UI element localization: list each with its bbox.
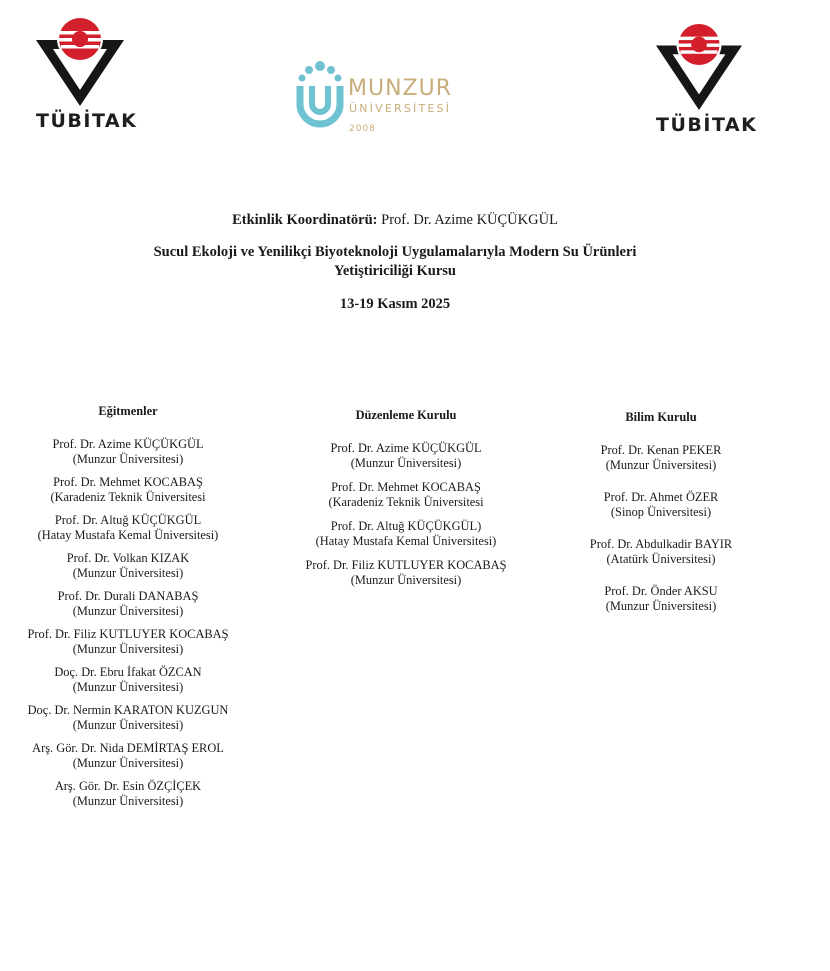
organizing-committee-column: [285, 408, 527, 597]
person-affiliation: (Munzur Üniversitesi): [72, 642, 184, 656]
person-name: Prof. Dr. Filiz KUTLUYER KOCABAŞ: [305, 557, 507, 572]
instructors-column: [6, 404, 250, 817]
tubitak-logo-right: [656, 20, 758, 138]
person-name: Arş. Gör. Dr. Esin ÖZÇİÇEK: [54, 778, 202, 793]
person-entry: [285, 441, 527, 472]
person-affiliation: (Munzur Üniversitesi): [605, 599, 717, 613]
person-entry: [285, 519, 527, 550]
person-name: Prof. Dr. Mehmet KOCABAŞ: [331, 479, 481, 494]
coordinator-label: Etkinlik Koordinatörü:: [232, 212, 378, 228]
person-affiliation: (Hatay Mustafa Kemal Üniversitesi): [37, 528, 219, 542]
person-entry: [6, 589, 250, 620]
event-coordinator-line: [0, 212, 790, 229]
munzur-wordmark: MUNZUR: [348, 76, 453, 101]
person-affiliation: (Atatürk Üniversitesi): [606, 552, 716, 566]
person-name: Prof. Dr. Mehmet KOCABAŞ: [53, 474, 203, 489]
person-affiliation: (Munzur Üniversitesi): [72, 604, 184, 618]
person-entry: [6, 779, 250, 810]
course-title-line: Yetiştiriciliği Kursu: [333, 263, 457, 279]
munzur-university-logo: [294, 58, 464, 140]
column-title: Eğitmenler: [98, 404, 158, 418]
person-affiliation: (Munzur Üniversitesi): [350, 573, 462, 587]
person-name: Doç. Dr. Ebru İfakat ÖZCAN: [54, 664, 202, 679]
person-affiliation: (Munzur Üniversitesi): [72, 718, 184, 732]
person-name: Prof. Dr. Durali DANABAŞ: [57, 588, 199, 603]
munzur-year: 2008: [349, 124, 376, 134]
course-title-line: Sucul Ekoloji ve Yenilikçi Biyoteknoloji Uygulamalarıyla Modern Su Ürünleri: [153, 244, 637, 260]
person-entry: [6, 741, 250, 772]
munzur-emblem-icon: [294, 58, 346, 130]
person-entry: [6, 437, 250, 468]
person-affiliation: (Karadeniz Teknik Üniversitesi: [328, 495, 484, 509]
tubitak-emblem-icon: [36, 14, 124, 106]
person-name: Prof. Dr. Volkan KIZAK: [66, 550, 190, 565]
person-entry: [285, 558, 527, 589]
munzur-subtitle: ÜNİVERSİTESİ: [349, 102, 452, 115]
person-affiliation: (Karadeniz Teknik Üniversitesi: [50, 490, 206, 504]
tubitak-wordmark: TÜBİTAK: [36, 110, 138, 132]
person-affiliation: (Hatay Mustafa Kemal Üniversitesi): [315, 534, 497, 548]
person-entry: [566, 443, 756, 474]
person-affiliation: (Munzur Üniversitesi): [72, 680, 184, 694]
person-entry: [566, 584, 756, 615]
course-dates: 13-19 Kasım 2025: [339, 296, 451, 312]
person-name: Prof. Dr. Abdulkadir BAYIR: [589, 536, 733, 551]
person-name: Prof. Dr. Altuğ KÜÇÜKGÜL: [54, 512, 202, 527]
person-entry: [566, 537, 756, 568]
person-entry: [6, 475, 250, 506]
person-affiliation: (Sinop Üniversitesi): [610, 505, 712, 519]
person-entry: [6, 513, 250, 544]
person-entry: [6, 627, 250, 658]
person-affiliation: (Munzur Üniversitesi): [350, 456, 462, 470]
person-name: Prof. Dr. Azime KÜÇÜKGÜL: [330, 440, 482, 455]
person-entry: [285, 480, 527, 511]
coordinator-name: Prof. Dr. Azime KÜÇÜKGÜL: [381, 212, 558, 228]
tubitak-wordmark: TÜBİTAK: [656, 114, 758, 136]
column-title: Düzenleme Kurulu: [355, 408, 457, 422]
person-name: Arş. Gör. Dr. Nida DEMİRTAŞ EROL: [32, 740, 224, 755]
course-title: [0, 243, 790, 281]
person-affiliation: (Munzur Üniversitesi): [72, 452, 184, 466]
scientific-committee-column: [566, 410, 756, 631]
person-name: Prof. Dr. Azime KÜÇÜKGÜL: [52, 436, 204, 451]
person-affiliation: (Munzur Üniversitesi): [72, 756, 184, 770]
person-affiliation: (Munzur Üniversitesi): [72, 794, 184, 808]
person-affiliation: (Munzur Üniversitesi): [605, 458, 717, 472]
person-entry: [6, 551, 250, 582]
tubitak-logo-left: [36, 14, 138, 134]
person-name: Prof. Dr. Filiz KUTLUYER KOCABAŞ: [27, 626, 229, 641]
person-name: Prof. Dr. Ahmet ÖZER: [603, 489, 719, 504]
person-name: Doç. Dr. Nermin KARATON KUZGUN: [27, 702, 229, 717]
person-affiliation: (Munzur Üniversitesi): [72, 566, 184, 580]
person-name: Prof. Dr. Kenan PEKER: [600, 442, 722, 457]
person-entry: [6, 665, 250, 696]
person-name: Prof. Dr. Altuğ KÜÇÜKGÜL): [330, 518, 482, 533]
tubitak-emblem-icon: [656, 20, 742, 110]
column-title: Bilim Kurulu: [625, 410, 697, 424]
person-entry: [566, 490, 756, 521]
person-name: Prof. Dr. Önder AKSU: [604, 583, 718, 598]
person-entry: [6, 703, 250, 734]
